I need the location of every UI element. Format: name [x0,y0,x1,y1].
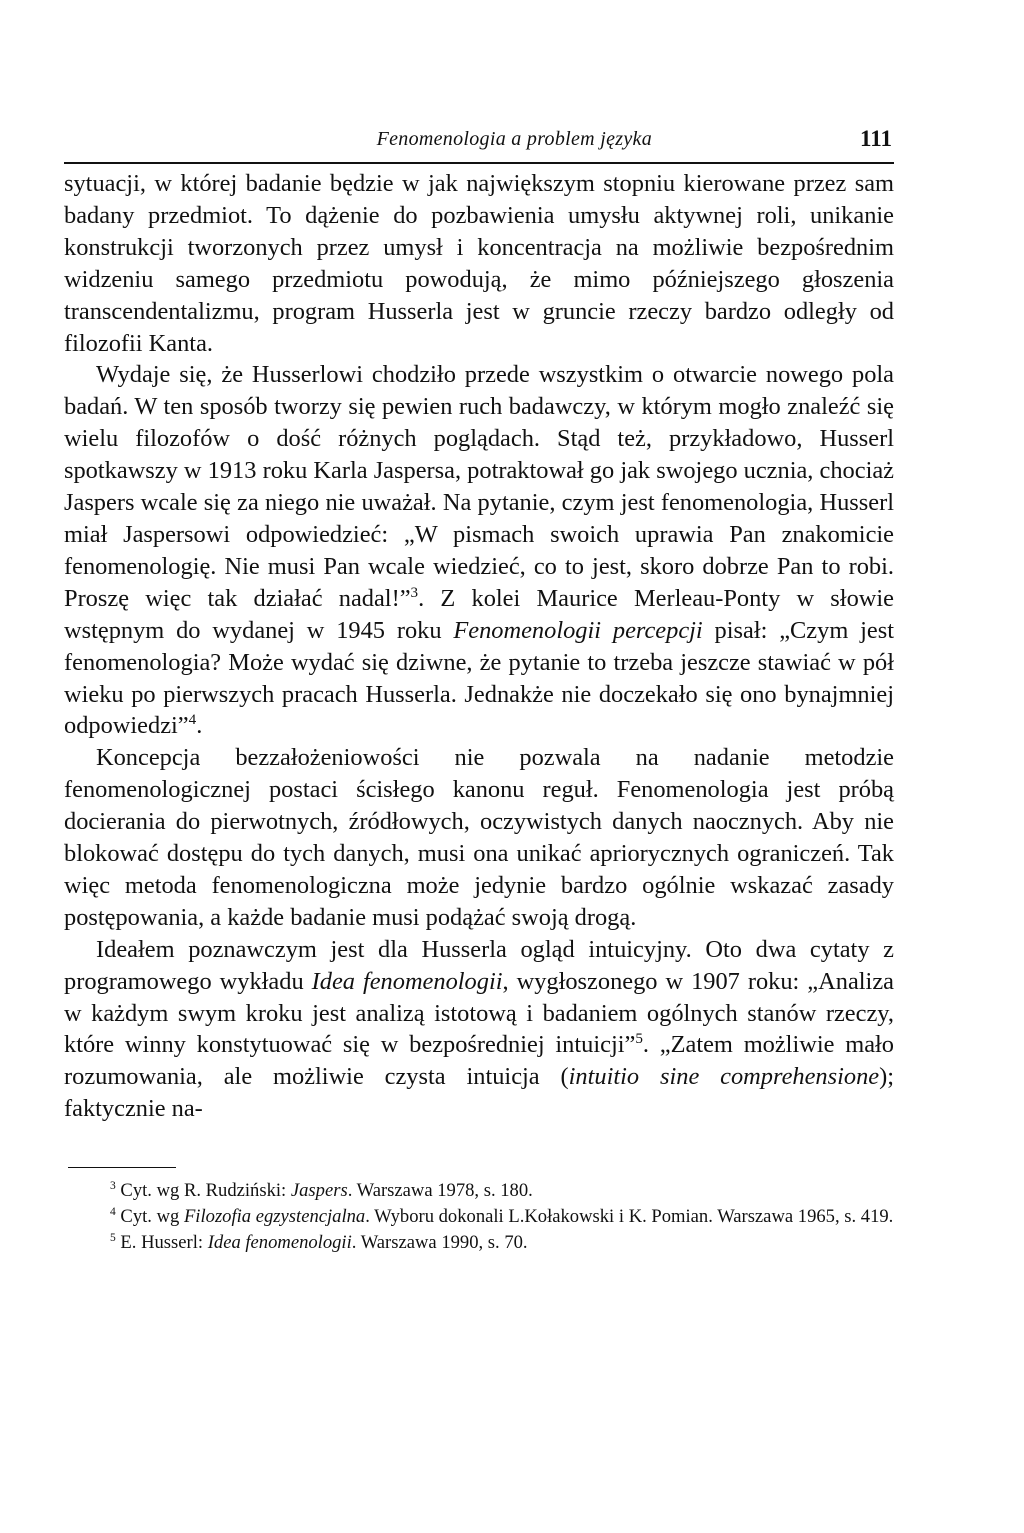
text-run: . Z kolei Maurice Merleau-Ponty w słowie wstępnym do wydanej w 1945 roku [64,584,894,644]
italic-title: intuitio sine comprehensione [568,1063,880,1091]
italic-title: Filozofia egzystencjalna [183,1206,366,1228]
footnotes [64,1178,894,1256]
italic-title: Jaspers [290,1180,348,1202]
paragraph-4 [64,934,894,1125]
footnote-marker: 5 [635,1031,643,1048]
text-run: pisał: „Czym jest fenomenologia? Może wydać się dziwne, że pytanie to trzeba jeszcze stawiać w pół wieku po pierwszych pracach Husserla. Jednakże nie doczekało się ono bynajmniej odpowiedzi” [64,616,894,740]
text-run: ); faktycznie na- [64,1063,895,1123]
paragraph-2 [64,359,894,742]
body-text [64,168,894,1125]
text-run: . Warszawa 1978, s. 180. [347,1180,533,1202]
footnote-marker: 5 [110,1232,116,1244]
footnote-4 [64,1204,894,1230]
italic-title: Fenomenologii percepcji [453,616,703,644]
text-run: , wygłoszonego w 1907 roku: „Analiza w każdym swym kroku jest analizą istotową i badaniem ogólnych stanów rzeczy, które winny konstytuować się w bezpośredniej intuicji” [64,967,894,1059]
italic-title: Idea fenomenologii [311,967,503,995]
footnote-marker: 3 [410,584,419,601]
footnote-5 [64,1230,894,1256]
paragraph-3 [64,742,894,933]
text-run: Wydaje się, że Husserlowi chodziło przede wszystkim o otwarcie nowego pola badań. W ten sposób tworzy się pewien ruch badawczy, w którym mogło znaleźć się wielu filozofów o dość różnych poglądach. Stąd też, przykładowo, Husserl spotkawszy w 1913 roku Karla Jaspersa, potraktował go jak swojego ucznia, chociaż Jaspers wcale się za niego nie uważał. Na pytanie, czym jest fenomenologia, Husserl miał Jaspersowi odpowiedzieć: „W pismach swoich uprawia Pan znakomicie fenomenologię. Nie musi Pan wcale wiedzieć, co to jest, skoro dobrze Pan to robi. Proszę więc tak działać nadal!” [64,361,894,612]
footnote-marker: 3 [110,1180,116,1192]
text-run: Cyt. wg [115,1206,184,1228]
footnote-3 [64,1178,894,1204]
footnote-marker: 4 [188,712,197,729]
page-number: 111 [860,126,892,151]
text-run: Ideałem poznawczym jest dla Husserla ogląd intuicyjny. Oto dwa cytaty z programowego wykładu [64,935,894,995]
text-run: sytuacji, w której badanie będzie w jak największym stopniu kierowane przez sam badany przedmiot. To dążenie do pozbawienia umysłu aktywnej roli, unikanie konstrukcji tworzonych przez umysł i koncentracja na możliwie bezpośrednim widzeniu samego przedmiotu powodują, że mimo późniejszego głoszenia transcendentalizmu, program Husserla jest w gruncie rzeczy bardzo odległy od filozofii Kanta. [64,170,894,357]
text-run: . Warszawa 1990, s. 70. [351,1232,528,1254]
footnote-rule [68,1167,176,1168]
text-run: Cyt. wg R. Rudziński: [115,1180,291,1202]
text-run: E. Husserl: [115,1232,208,1254]
italic-title: Idea fenomenologii [207,1232,352,1254]
footnote-marker: 4 [110,1206,116,1218]
paragraph-1 [64,168,894,359]
text-run: Koncepcja bezzałożeniowości nie pozwala na nadanie metodzie fenomenologicznej postaci ścisłego kanonu reguł. Fenomenologia jest próbą docierania do pierwotnych, źródłowych, oczywistych danych naocznych. Aby nie blokować dostępu do tych danych, musi ona unikać apriorycznych ograniczeń. Tak więc metoda fenomenologiczna może jedynie bardzo ogólnie wskazać zasady postępowania, a każde badanie musi podążać swoją drogą. [64,744,894,931]
running-head [64,118,894,164]
running-title: Fenomenologia a problem języka [376,128,652,150]
text-run: . „Zatem możliwie mało rozumowania, ale możliwie czysta intuicja ( [64,1031,894,1091]
text-run: . [196,712,203,740]
book-page [64,118,894,1256]
text-run: . Wyboru dokonali L.Kołakowski i K. Pomian. Warszawa 1965, s. 419. [365,1206,894,1228]
